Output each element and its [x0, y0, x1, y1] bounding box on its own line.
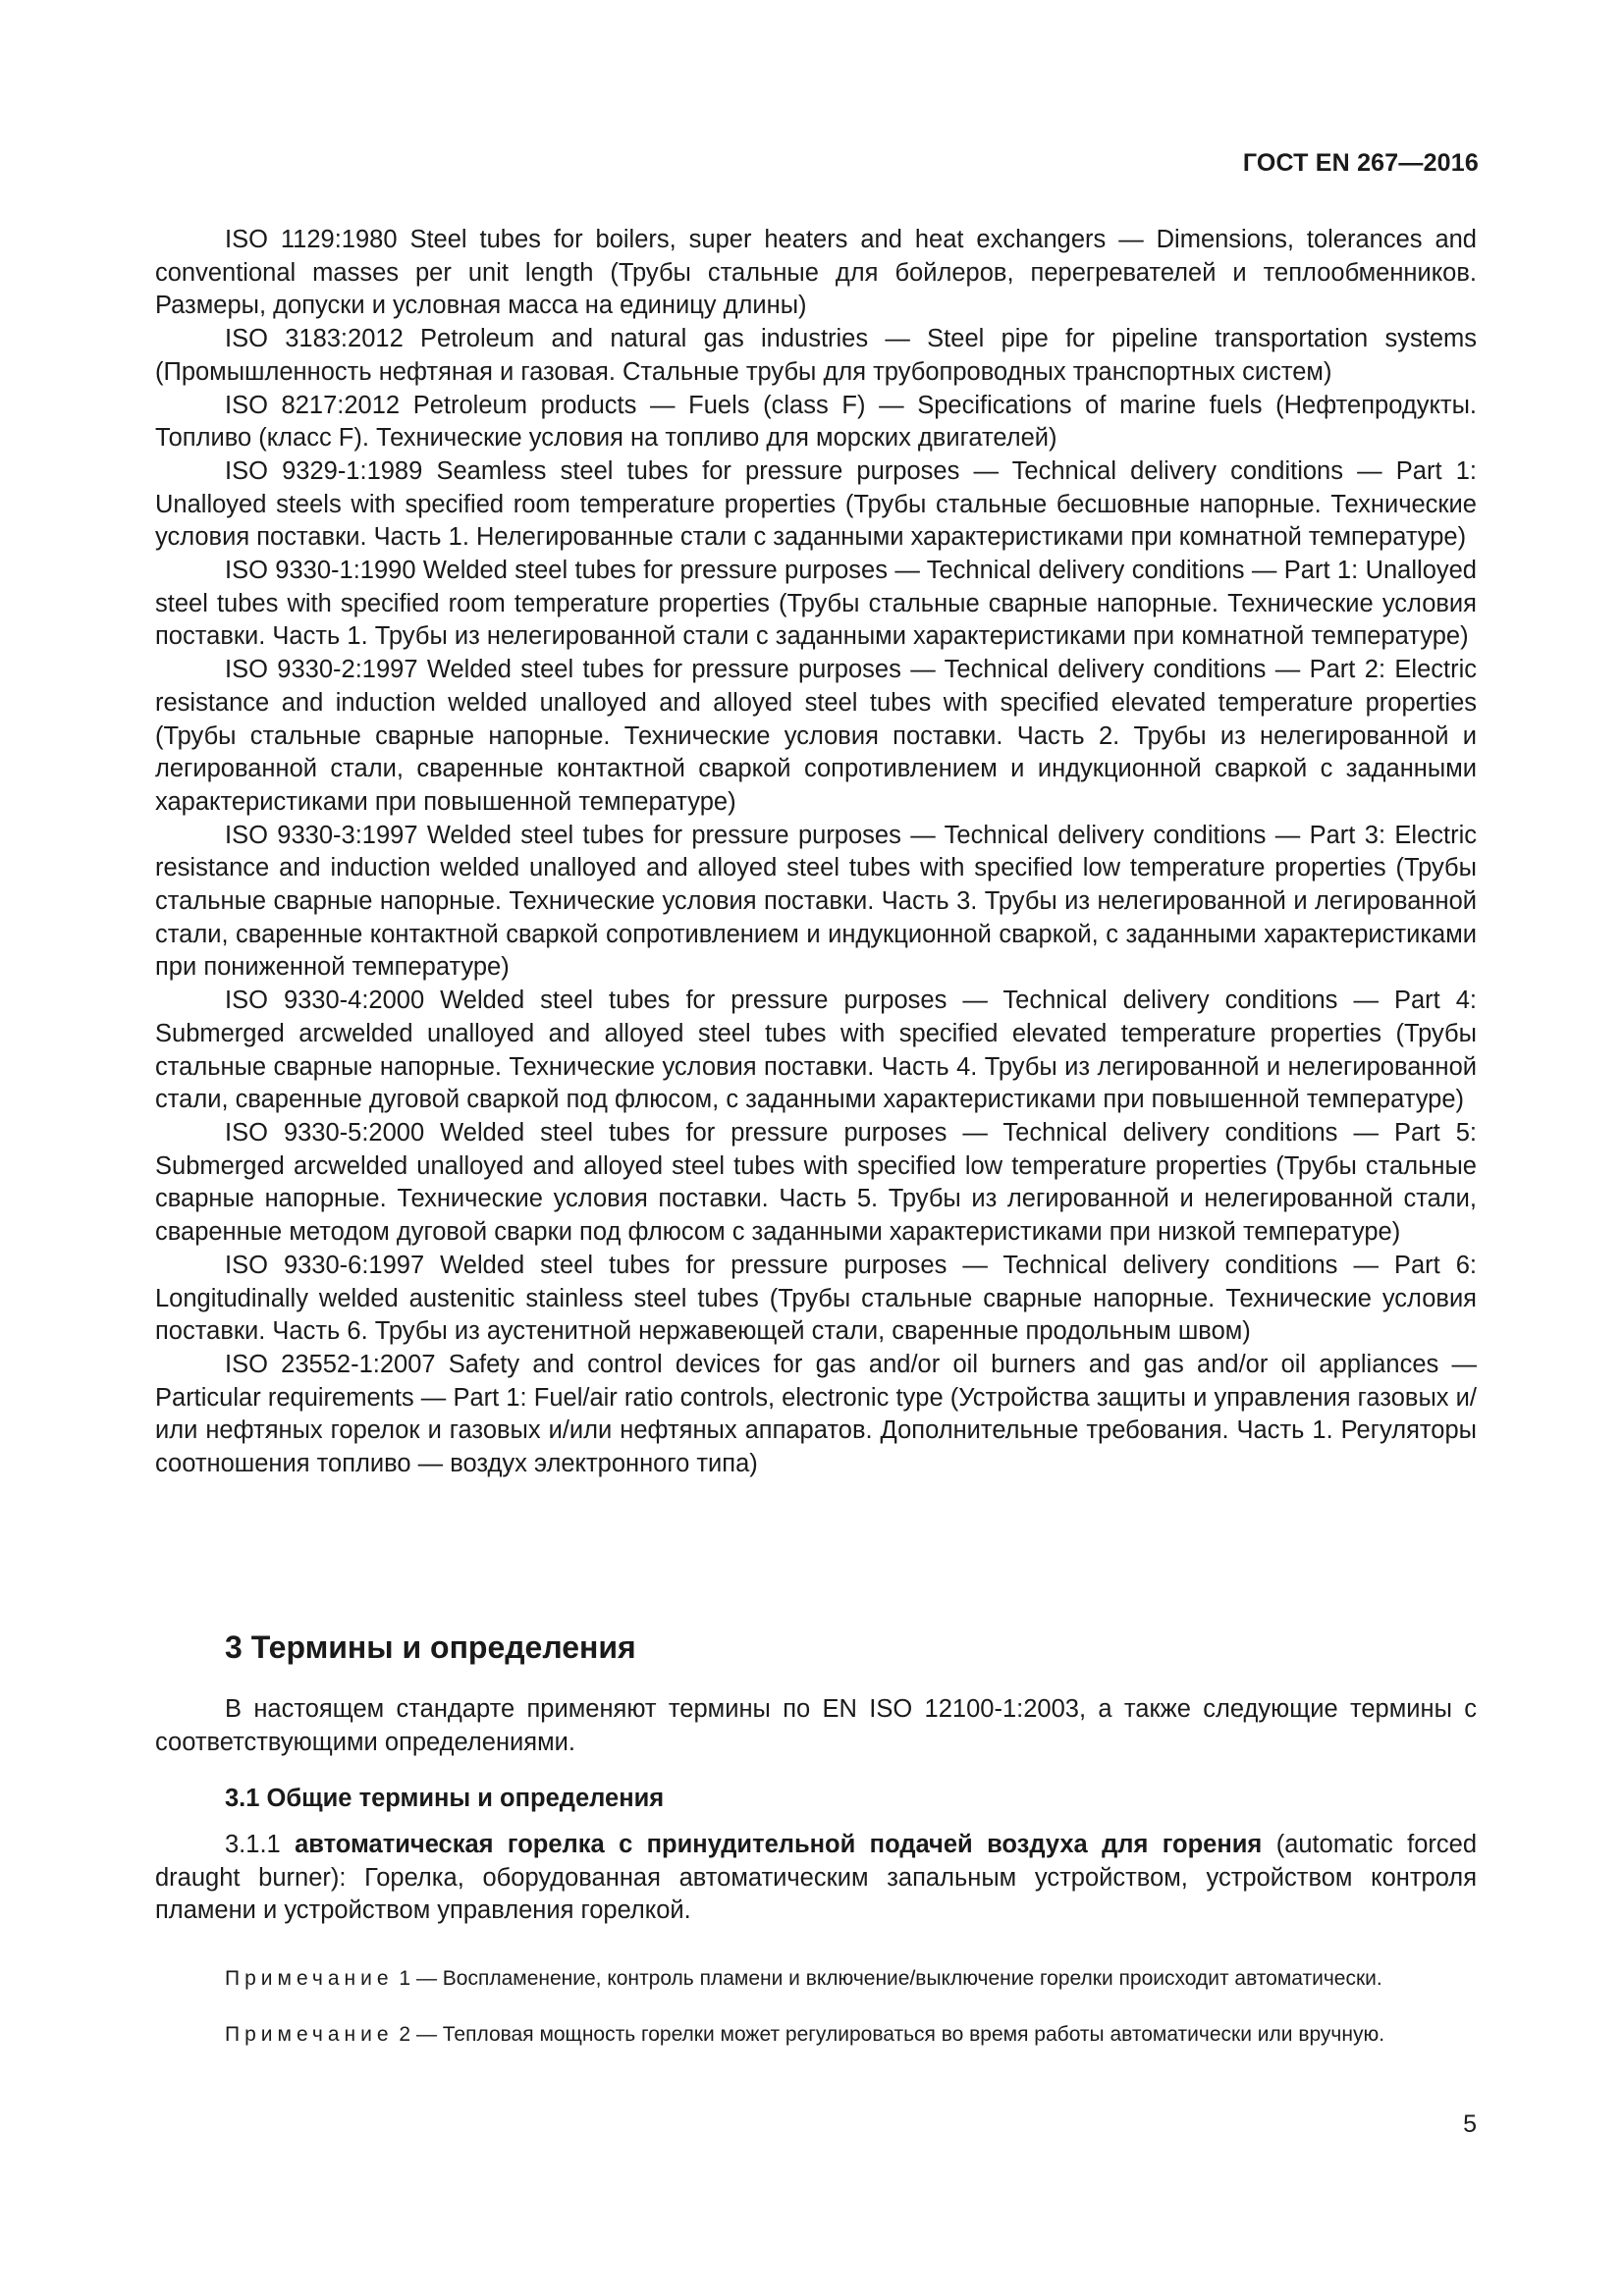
- reference-item: ISO 9330-3:1997 Welded steel tubes for pressure purposes — Technical delivery conditions — Part 3: Electric resistance and induction welded unalloyed and alloyed steel tubes with specified low temperature properties (Трубы стальные сварные напорные. Технические условия поставки. Часть 3. Трубы из нелегированной и легированной стали, сваренные контактной сваркой сопротивлением и индукционной сваркой, с заданными характеристиками при пониженной температуре): [155, 821, 1477, 982]
- reference-item: ISO 23552-1:2007 Safety and control devices for gas and/or oil burners and gas and/or oil appliances — Particular requirements — Part 1: Fuel/air ratio controls, electronic type (Устройства защиты и управления газовых и/или нефтяных горелок и газовых и/или нефтяных аппаратов. Дополнительные требования. Часть 1. Регуляторы соотношения топливо — воздух электронного типа): [155, 1350, 1477, 1478]
- note-text: — Тепловая мощность горелки может регулироваться во время работы автоматически или вручную.: [415, 2023, 1385, 2046]
- normative-references-list: [155, 224, 1477, 1481]
- note-label: Примечание: [225, 1967, 394, 1990]
- page-number: 5: [1463, 2110, 1477, 2138]
- document-code: ГОСТ EN 267—2016: [1242, 149, 1479, 177]
- reference-item: ISO 9330-6:1997 Welded steel tubes for pressure purposes — Technical delivery conditions — Part 6: Longitudinally welded austenitic stainless steel tubes (Трубы стальные сварные напорные. Технические условия поставки. Часть 6. Трубы из аустенитной нержавеющей стали, сваренные продольным швом): [155, 1251, 1477, 1346]
- term-name: автоматическая горелка с принудительной подачей воздуха для горения: [295, 1831, 1263, 1858]
- note-text: — Воспламенение, контроль пламени и включение/выключение горелки происходит автоматически.: [415, 1967, 1382, 1990]
- reference-item: ISO 9330-4:2000 Welded steel tubes for pressure purposes — Technical delivery conditions — Part 4: Submerged arcwelded unalloyed and alloyed steel tubes with specified elevated temperature properties (Трубы стальные сварные напорные. Технические условия поставки. Часть 4. Трубы из легированной и нелегированной стали, сваренные дуговой сваркой под флюсом, с заданными характеристиками при повышенной температуре): [155, 987, 1477, 1114]
- note: [155, 1965, 1477, 1993]
- term-definition-text: (automatic forced draught burner): Горелка, оборудованная автоматическим запальным устройством, устройством контроля пламени и устройством управления горелкой.: [155, 1831, 1477, 1925]
- note: [155, 2021, 1477, 2049]
- section-title: 3 Термины и определения: [225, 1629, 636, 1665]
- reference-item: ISO 8217:2012 Petroleum products — Fuels (class F) — Specifications of marine fuels (Нефтепродукты. Топливо (класс F). Технические условия на топливо для морских двигателей): [155, 391, 1477, 453]
- reference-item: ISO 9330-2:1997 Welded steel tubes for pressure purposes — Technical delivery conditions — Part 2: Electric resistance and induction welded unalloyed and alloyed steel tubes with specified elevated temperature properties (Трубы стальные сварные напорные. Технические условия поставки. Часть 2. Трубы из нелегированной и легированной стали, сваренные контактной сваркой сопротивлением и индукционной сваркой с заданными характеристиками при повышенной температуре): [155, 656, 1477, 816]
- term-definition: [155, 1829, 1477, 1928]
- note-number: 2: [399, 2023, 411, 2046]
- reference-item: ISO 9330-1:1990 Welded steel tubes for pressure purposes — Technical delivery conditions — Part 1: Unalloyed steel tubes with specified room temperature properties (Трубы стальные сварные напорные. Технические условия поставки. Часть 1. Трубы из нелегированной стали с заданными характеристиками при комнатной температуре): [155, 557, 1477, 651]
- reference-item: ISO 9330-5:2000 Welded steel tubes for pressure purposes — Technical delivery conditions — Part 5: Submerged arcwelded unalloyed and alloyed steel tubes with specified low temperature properties (Трубы стальные сварные напорные. Технические условия поставки. Часть 5. Трубы из легированной и нелегированной стали, сваренные методом дуговой сварки под флюсом с заданными характеристиками при низкой температуре): [155, 1118, 1477, 1247]
- note-number: 1: [399, 1967, 411, 1990]
- reference-item: ISO 3183:2012 Petroleum and natural gas industries — Steel pipe for pipeline transportation systems (Промышленность нефтяная и газовая. Стальные трубы для трубопроводных транспортных систем): [155, 325, 1477, 386]
- note-label: Примечание: [225, 2023, 394, 2046]
- reference-item: ISO 1129:1980 Steel tubes for boilers, super heaters and heat exchangers — Dimensions, tolerances and conventional masses per unit length (Трубы стальные для бойлеров, перегревателей и теплообменников. Размеры, допуски и условная масса на единицу длины): [155, 226, 1477, 320]
- reference-item: ISO 9329-1:1989 Seamless steel tubes for pressure purposes — Technical delivery conditions — Part 1: Unalloyed steels with specified room temperature properties (Трубы стальные бесшовные напорные. Технические условия поставки. Часть 1. Нелегированные стали с заданными характеристиками при комнатной температуре): [155, 456, 1477, 552]
- section-intro: В настоящем стандарте применяют термины по EN ISO 12100-1:2003, а также следующие термины с соответствующими определениями.: [155, 1695, 1477, 1756]
- subsection-title: 3.1 Общие термины и определения: [225, 1785, 665, 1812]
- term-number: 3.1.1: [225, 1831, 281, 1858]
